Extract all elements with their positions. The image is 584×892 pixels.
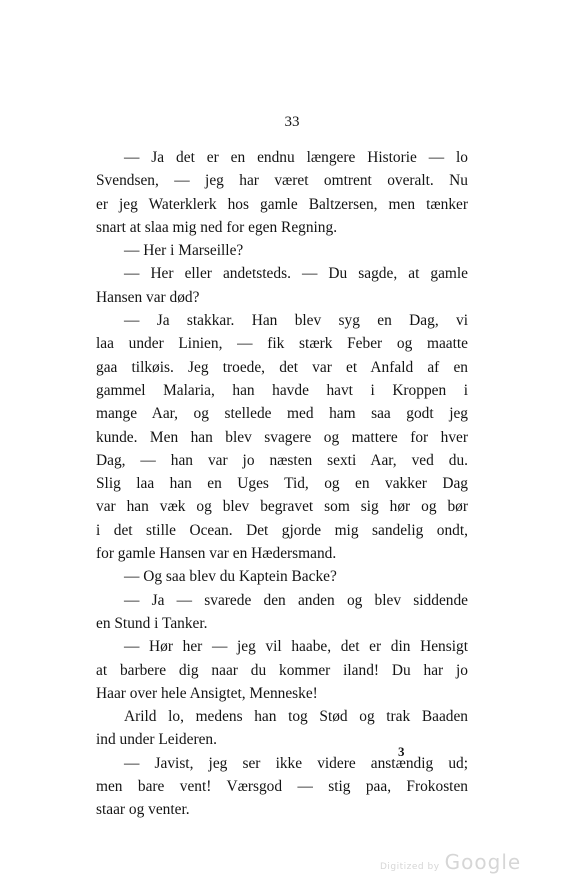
text-line: — Her i Marseille? [124,242,244,260]
text-line: snart at slaa mig ned for egen Regning. [96,218,338,236]
text-line: staar og venter. [96,801,190,819]
digitization-watermark [380,850,521,874]
page-number: 33 [284,114,300,130]
text-line: Arild lo, medens han tog Stød og trak Baaden [124,708,468,726]
text-line: — Ja — svarede den anden og blev siddende [124,591,468,609]
text-line: — Hør her — jeg vil haabe, det er din Hensigt [124,638,468,656]
text-line: — Ja det er en endnu længere Historie — lo [124,149,468,166]
text-line: Haar over hele Ansigtet, Menneske! [96,684,318,702]
text-line: er jeg Waterklerk hos gamle Baltzersen, men tænker [96,195,468,213]
text-line: ind under Leideren. [96,731,217,749]
text-line: Dag, — han var jo næsten sexti Aar, ved du. [96,451,468,469]
text-line: men bare vent! Værsgod — stig paa, Frokosten [96,778,468,796]
text-line: — Her eller andetsteds. — Du sagde, at gamle [124,265,468,283]
text-line: Hansen var død? [96,288,200,306]
text-line: — Ja stakkar. Han blev syg en Dag, vi [124,312,468,330]
text-line: for gamle Hansen var en Hædersmand. [96,545,337,563]
signature-mark: 3 [398,744,405,759]
text-line: kunde. Men han blev svagere og mattere for hver [96,428,468,446]
text-line: at barbere dig naar du kommer iland! Du har jo [96,661,468,679]
text-line: gaa tilkøis. Jeg troede, det var et Anfald af en [96,358,468,376]
text-line: gammel Malaria, han havde havt i Kroppen i [96,381,468,399]
text-line: mange Aar, og stellede med ham saa godt jeg [96,405,468,423]
watermark-prefix: Digitized by [380,862,440,872]
text-line: en Stund i Tanker. [96,614,208,632]
text-line: — Og saa blev du Kaptein Backe? [124,568,337,586]
text-line: Slig laa han en Uges Tid, og en vakker Dag [96,475,468,493]
text-line: laa under Linien, — fik stærk Feber og maatte [96,335,468,353]
text-line: var han væk og blev begravet som sig hør og bør [96,498,468,516]
text-line: Svendsen, — jeg har været omtrent overalt. Nu [96,172,468,190]
watermark-brand: Google [444,850,522,874]
body-text [96,146,468,822]
text-line: i det stille Ocean. Det gjorde mig sandelig ondt, [96,521,468,539]
text-line: — Javist, jeg ser ikke videre anstændig ud; [124,754,468,772]
